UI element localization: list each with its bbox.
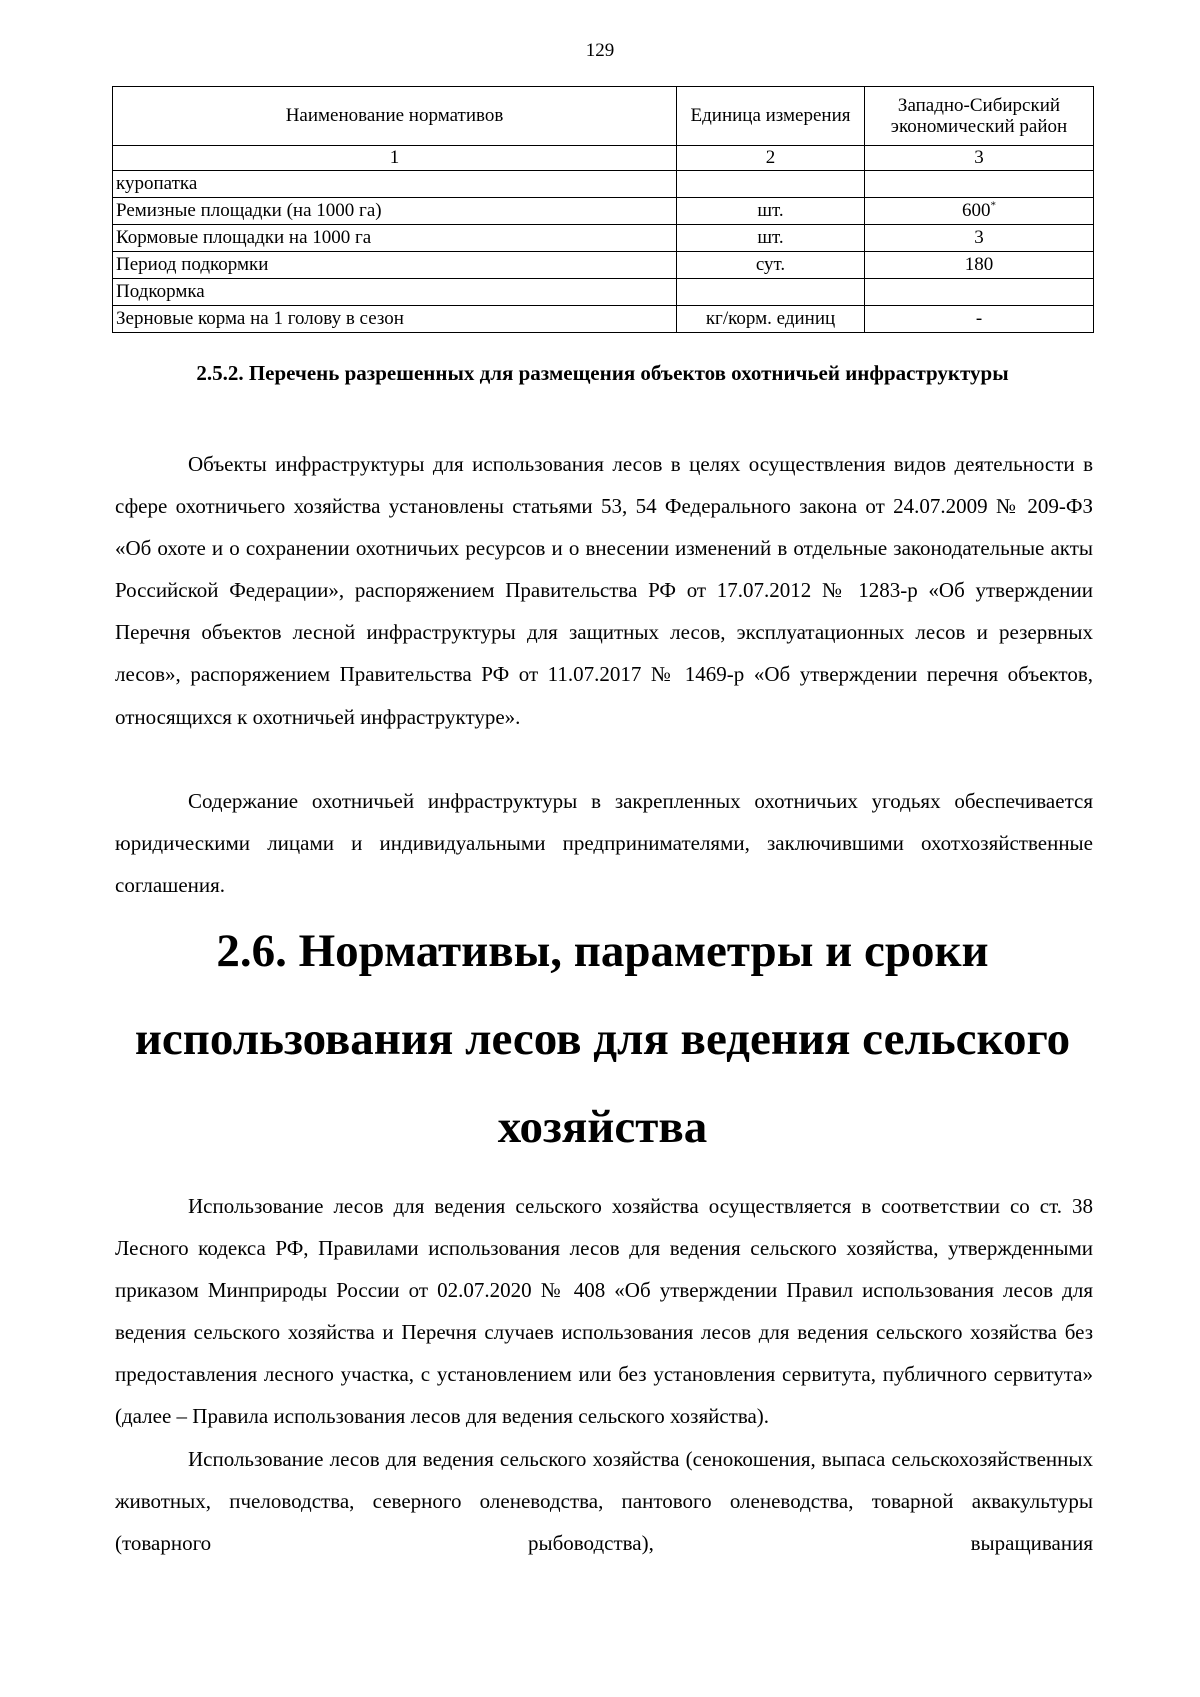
row-value (865, 279, 1094, 306)
row-unit: сут. (677, 252, 865, 279)
row-unit: шт. (677, 225, 865, 252)
paragraph: Использование лесов для ведения сельского хозяйства (сенокошения, выпаса сельскохозяйственных животных, пчеловодства, северного оленеводства, пантового оленеводства, товарной аквакультуры (товарного рыбоводства), выращивания (115, 1447, 1093, 1556)
subheading: 2.5.2. Перечень разрешенных для размещения объектов охотничьей инфраструктуры (196, 361, 1009, 385)
row-name: Ремизные площадки (на 1000 га) (113, 198, 677, 225)
paragraph: Содержание охотничьей инфраструктуры в закрепленных охотничьих угодьях обеспечивается юридическими лицами и индивидуальными предпринимателями, заключившими охотхозяйственные соглашения. (115, 789, 1093, 898)
row-name: Период подкормки (113, 252, 677, 279)
row-value (865, 171, 1094, 198)
paragraph: Использование лесов для ведения сельского хозяйства осуществляется в соответствии со ст. 38 Лесного кодекса РФ, Правилами использования лесов для ведения сельского хозяйства, утвержденными приказом Минприроды России от 02.07.2020 № 408 «Об утверждении Правил использования лесов для ведения сельского хозяйства и Перечня случаев использования лесов для ведения сельского хозяйства без предоставления лесного участка, с установлением или без установления сервитута, публичного сервитута» (далее – Правила использования лесов для ведения сельского хозяйства). (115, 1194, 1093, 1429)
column-number: 1 (113, 146, 677, 171)
row-unit (677, 171, 865, 198)
row-value: 600* (865, 198, 1094, 225)
table-row (113, 171, 1094, 198)
row-unit: кг/корм. единиц (677, 306, 865, 333)
row-value: 180 (865, 252, 1094, 279)
footnote-marker: * (990, 200, 996, 213)
row-name: Кормовые площадки на 1000 га (113, 225, 677, 252)
table-header-unit: Единица измерения (677, 87, 865, 146)
column-number: 2 (677, 146, 865, 171)
table-row (113, 225, 1094, 252)
row-name: Зерновые корма на 1 голову в сезон (113, 306, 677, 333)
table-header-region: Западно-Сибирский экономический район (865, 87, 1094, 146)
norms-table (112, 86, 1094, 333)
paragraph: Объекты инфраструктуры для использования лесов в целях осуществления видов деятельности в сфере охотничьего хозяйства установлены статьями 53, 54 Федерального закона от 24.07.2009 № 209-ФЗ «Об охоте и о сохранении охотничьих ресурсов и о внесении изменений в отдельные законодательные акты Российской Федерации», распоряжением Правительства РФ от 17.07.2012 № 1283-р «Об утверждении Перечня объектов лесной инфраструктуры для защитных лесов, эксплуатационных лесов и резервных лесов», распоряжением Правительства РФ от 11.07.2017 № 1469-р «Об утверждении перечня объектов, относящихся к охотничьей инфраструктуре». (115, 452, 1093, 729)
table-row (113, 279, 1094, 306)
row-unit: шт. (677, 198, 865, 225)
row-name: Подкормка (113, 279, 677, 306)
section-title: 2.6. Нормативы, параметры и сроки использования лесов для ведения сельского хозяйства (134, 925, 1071, 1153)
column-number: 3 (865, 146, 1094, 171)
table-row (113, 306, 1094, 333)
row-name: куропатка (113, 171, 677, 198)
table-row (113, 198, 1094, 225)
page-number: 129 (585, 40, 615, 61)
table-header-name: Наименование нормативов (113, 87, 677, 146)
table-row (113, 252, 1094, 279)
row-value: - (865, 306, 1094, 333)
row-value: 3 (865, 225, 1094, 252)
row-unit (677, 279, 865, 306)
